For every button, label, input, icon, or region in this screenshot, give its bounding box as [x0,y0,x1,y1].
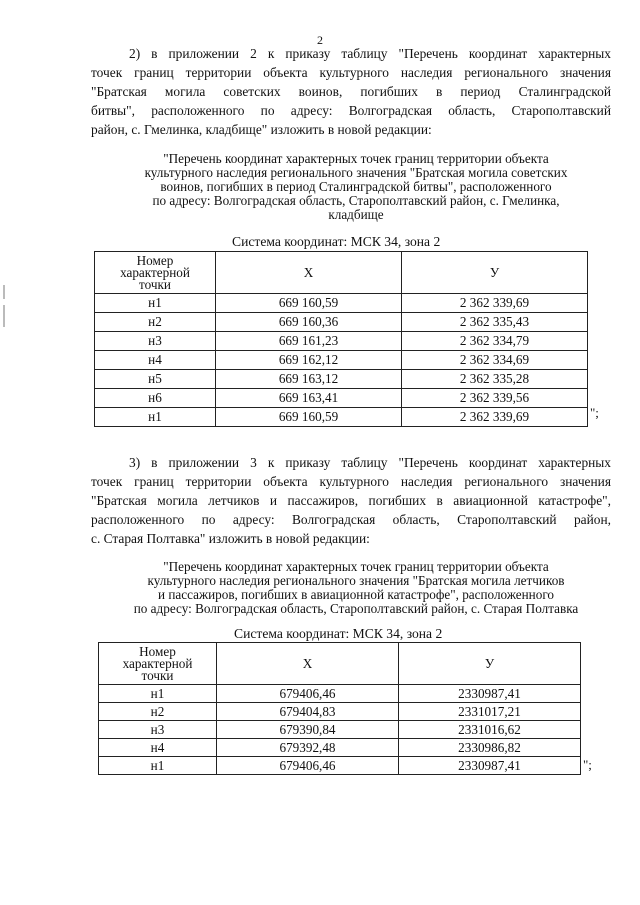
table-row [99,757,581,775]
section3-table-caption: Система координат: МСК 34, зона 2 [234,626,443,641]
cell-y: 2 362 339,69 [402,294,588,313]
table-row [99,721,581,739]
cell-x: 669 161,23 [216,332,402,351]
section2-table-caption: Система координат: МСК 34, зона 2 [232,234,441,249]
cell-point: н3 [95,332,216,351]
table-row [95,389,588,408]
table-row [95,370,588,389]
paragraph-line: точек границ территории объекта культурного наследия регионального значения [91,65,611,80]
section3-closing-mark: "; [583,757,592,772]
heading-line: "Перечень координат характерных точек границ территории объекта [163,151,549,166]
section3-paragraph [91,453,611,548]
scan-mark [3,285,5,299]
section2-coordinates-table [94,251,588,427]
paragraph-line: "Братская могила советских воинов, погибших в период Сталинградской [91,84,611,99]
header-point-number: Номер характерной точки [95,252,216,294]
page-number: 2 [317,33,323,47]
cell-y: 2330987,41 [399,757,581,775]
header-point-number: Номер характерной точки [99,643,217,685]
cell-point: н1 [99,685,217,703]
cell-y: 2330986,82 [399,739,581,757]
cell-x: 679406,46 [217,757,399,775]
cell-point: н1 [95,294,216,313]
cell-point: н4 [95,351,216,370]
cell-x: 669 162,12 [216,351,402,370]
paragraph-line: 3) в приложении 3 к приказу таблицу "Перечень координат характерных [129,455,611,470]
table-row [95,294,588,313]
cell-y: 2 362 335,43 [402,313,588,332]
cell-y: 2 362 339,56 [402,389,588,408]
heading-line: воинов, погибших в период Сталинградской битвы", расположенного [160,179,552,194]
cell-x: 679390,84 [217,721,399,739]
cell-x: 679406,46 [217,685,399,703]
cell-x: 669 160,59 [216,294,402,313]
cell-y: 2331016,62 [399,721,581,739]
cell-x: 669 160,36 [216,313,402,332]
scan-mark [3,305,5,327]
table-row [99,685,581,703]
paragraph-line: битвы", расположенного по адресу: Волгоградская область, Старополтавский [91,103,611,118]
table-row [95,332,588,351]
section3-heading [96,560,616,616]
paragraph-line: расположенного по адресу: Волгоградская область, Старополтавский район, [91,512,611,527]
paragraph-line: с. Старая Полтавка" изложить в новой редакции: [91,531,370,546]
cell-y: 2 362 339,69 [402,408,588,427]
section2-paragraph [91,44,611,139]
paragraph-line: район, с. Гмелинка, кладбище" изложить в новой редакции: [91,122,432,137]
cell-point: н2 [99,703,217,721]
cell-x: 679392,48 [217,739,399,757]
heading-line: по адресу: Волгоградская область, Старополтавский район, с. Старая Полтавка [133,601,579,616]
header-x: X [217,643,399,685]
heading-line: по адресу: Волгоградская область, Старополтавский район, с. Гмелинка, [152,193,560,208]
cell-y: 2330987,41 [399,685,581,703]
cell-y: 2 362 334,69 [402,351,588,370]
paragraph-line: 2) в приложении 2 к приказу таблицу "Перечень координат характерных [129,46,611,61]
heading-line: кладбище [328,207,384,222]
cell-x: 679404,83 [217,703,399,721]
heading-line: и пассажиров, погибших в авиационной катастрофе", расположенного [157,587,554,602]
heading-line: культурного наследия регионального значения "Братская могила советских [144,165,568,180]
header-y: У [402,252,588,294]
cell-y: 2 362 335,28 [402,370,588,389]
cell-point: н6 [95,389,216,408]
paragraph-line: точек границ территории объекта культурного наследия регионального значения [91,474,611,489]
section2-heading [96,152,616,222]
section3-coordinates-table [98,642,581,775]
cell-y: 2 362 334,79 [402,332,588,351]
table-row [95,408,588,427]
table-row [99,703,581,721]
cell-x: 669 163,12 [216,370,402,389]
header-y: У [399,643,581,685]
paragraph-line: "Братская могила летчиков и пассажиров, погибших в авиационной катастрофе", [91,493,611,508]
header-x: X [216,252,402,294]
heading-line: "Перечень координат характерных точек границ территории объекта [163,559,549,574]
table-row [95,313,588,332]
cell-point: н5 [95,370,216,389]
table-row [95,351,588,370]
cell-point: н2 [95,313,216,332]
cell-y: 2331017,21 [399,703,581,721]
table-row [99,739,581,757]
cell-point: н4 [99,739,217,757]
table-header-row [95,252,588,294]
section2-closing-mark: "; [590,405,599,420]
table-header-row [99,643,581,685]
cell-point: н1 [99,757,217,775]
cell-point: н3 [99,721,217,739]
heading-line: культурного наследия регионального значения "Братская могила летчиков [147,573,565,588]
cell-x: 669 160,59 [216,408,402,427]
cell-x: 669 163,41 [216,389,402,408]
cell-point: н1 [95,408,216,427]
